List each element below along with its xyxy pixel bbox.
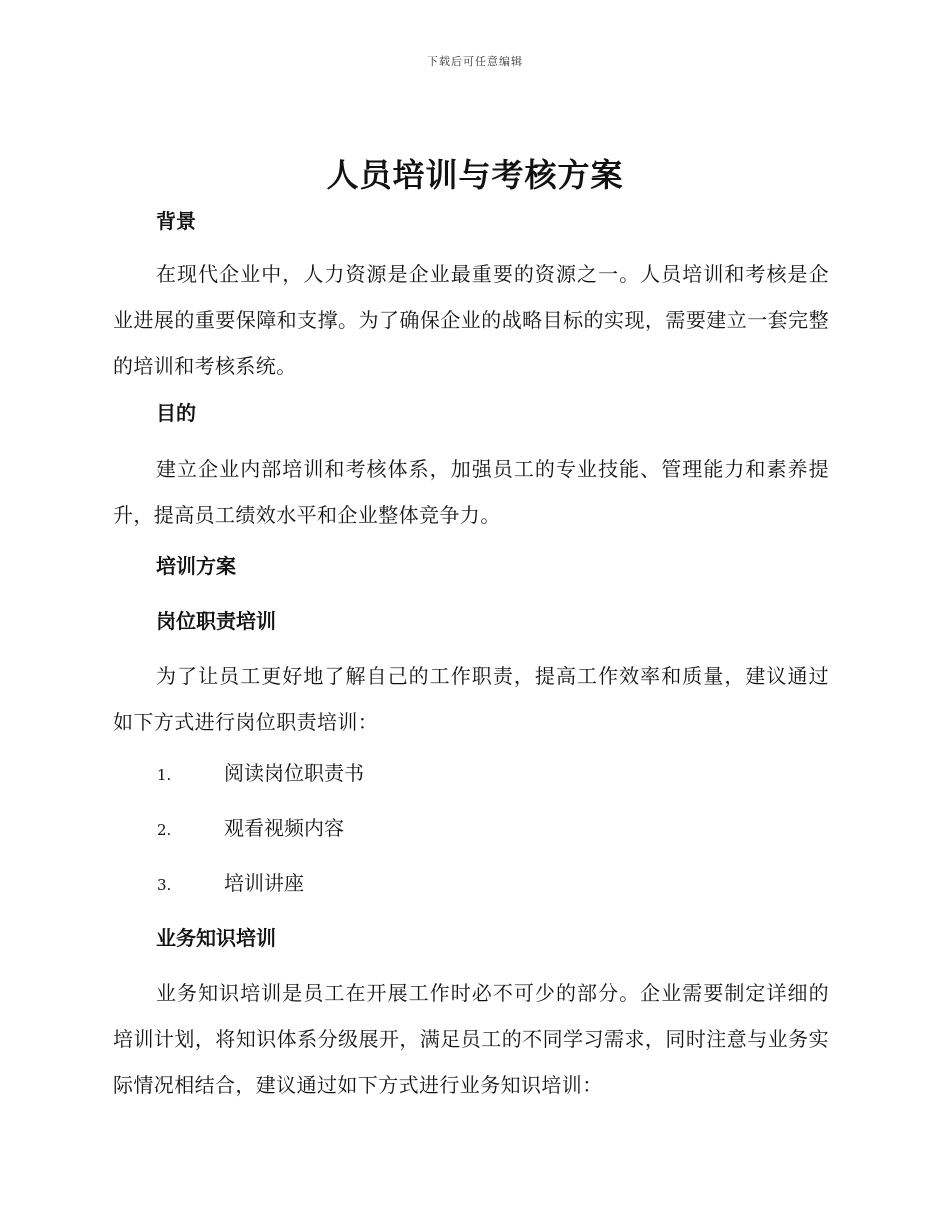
section-business-knowledge-training [113,924,829,952]
heading-purpose: 目的 [156,401,196,425]
header-note: 下载后可任意编辑 [427,55,523,68]
document-title: 人员培训与考核方案 [326,156,624,194]
background-text: 在现代企业中，人力资源是企业最重要的资源之一。人员培训和考核是企业进展的重要保障和支撑。为了确保企业的战略目标的实现，需要建立一套完整的培训和考核系统。 [113,262,829,378]
list-item [157,869,304,899]
list-item-text: 阅读岗位职责书 [224,761,364,785]
paragraph-business-knowledge-training [113,970,829,1108]
list-item [157,759,364,789]
section-background [113,207,829,235]
section-purpose [113,399,829,427]
heading-training-plan: 培训方案 [156,554,236,578]
heading-background: 背景 [156,209,196,233]
paragraph-job-duty-training [113,653,829,745]
list-item-number: 1. [157,766,172,784]
section-job-duty-training [113,607,829,635]
purpose-text: 建立企业内部培训和考核体系，加强员工的专业技能、管理能力和素养提升，提高员工绩效水平和企业整体竞争力。 [113,457,829,527]
heading-business-knowledge-training: 业务知识培训 [156,926,276,950]
section-training-plan [113,552,829,580]
list-item-text: 观看视频内容 [224,816,344,840]
list-item-text: 培训讲座 [224,871,304,895]
list-item [157,814,344,844]
list-item-number: 2. [157,821,172,839]
paragraph-purpose [113,446,829,538]
business-knowledge-training-text: 业务知识培训是员工在开展工作时必不可少的部分。企业需要制定详细的培训计划，将知识体系分级展开，满足员工的不同学习需求，同时注意与业务实际情况相结合，建议通过如下方式进行业务知识培训： [113,981,829,1097]
paragraph-background [113,251,829,389]
list-item-number: 3. [157,876,172,894]
job-duty-training-text: 为了让员工更好地了解自己的工作职责，提高工作效率和质量，建议通过如下方式进行岗位职责培训： [113,664,829,734]
heading-job-duty-training: 岗位职责培训 [156,609,276,633]
